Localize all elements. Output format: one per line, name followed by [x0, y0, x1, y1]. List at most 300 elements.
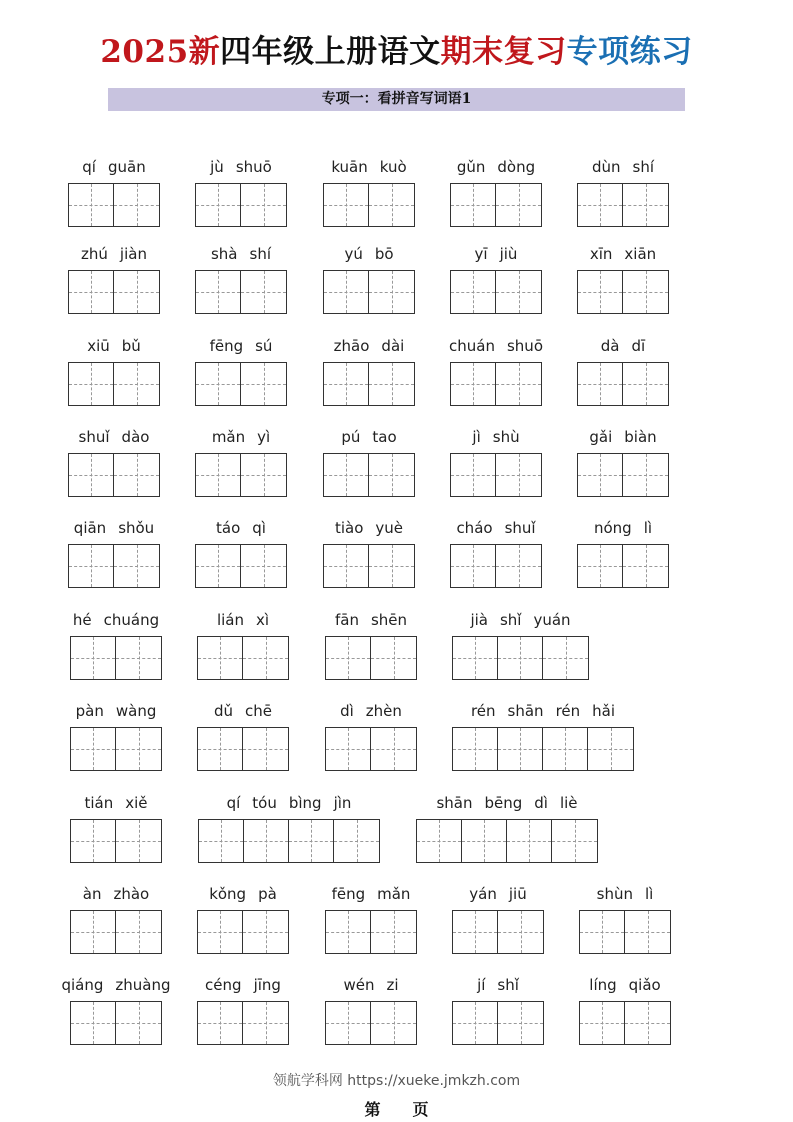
pinyin-syllable: jiàn — [119, 245, 147, 263]
pinyin-label — [68, 519, 160, 539]
character-cell[interactable] — [116, 728, 161, 770]
writing-grid[interactable] — [70, 727, 162, 771]
character-cell[interactable] — [369, 545, 414, 587]
writing-grid[interactable] — [325, 727, 417, 771]
pinyin-syllable: gǔn — [456, 158, 486, 176]
word-item — [68, 158, 160, 228]
character-cell[interactable] — [580, 911, 625, 953]
pinyin-syllable: guān — [107, 158, 146, 176]
pinyin-syllable: zhāo — [333, 337, 370, 355]
character-cell[interactable] — [324, 363, 369, 405]
word-item — [325, 885, 417, 955]
character-cell[interactable] — [69, 363, 114, 405]
pinyin-label — [197, 885, 289, 905]
pinyin-syllable: tiào — [334, 519, 364, 537]
character-cell[interactable] — [244, 820, 289, 862]
word-item — [450, 519, 542, 589]
writing-grid[interactable] — [450, 183, 542, 227]
writing-grid[interactable] — [197, 727, 289, 771]
character-cell[interactable] — [451, 545, 496, 587]
character-cell[interactable] — [580, 1002, 625, 1044]
word-item — [197, 885, 289, 955]
writing-grid[interactable] — [579, 1001, 671, 1045]
pinyin-syllable: xiū — [87, 337, 110, 355]
pinyin-syllable: nóng — [593, 519, 632, 537]
word-item — [68, 337, 160, 407]
character-cell[interactable] — [69, 454, 114, 496]
pinyin-syllable: shēn — [370, 611, 408, 629]
pinyin-syllable: jiū — [508, 885, 527, 903]
pinyin-label — [195, 158, 287, 178]
pinyin-syllable: fēng — [209, 337, 244, 355]
character-cell[interactable] — [243, 637, 288, 679]
word-item — [452, 976, 544, 1046]
word-item — [198, 794, 380, 864]
character-cell[interactable] — [462, 820, 507, 862]
pinyin-label — [450, 245, 542, 265]
character-cell[interactable] — [198, 637, 243, 679]
character-cell[interactable] — [69, 184, 114, 226]
character-cell[interactable] — [243, 728, 288, 770]
pinyin-syllable: shuǐ — [504, 519, 536, 537]
character-cell[interactable] — [498, 728, 543, 770]
character-cell[interactable] — [198, 911, 243, 953]
pinyin-syllable: shùn — [596, 885, 633, 903]
character-cell[interactable] — [623, 363, 668, 405]
pinyin-syllable: qí — [226, 794, 241, 812]
character-cell[interactable] — [371, 728, 416, 770]
pinyin-syllable: biàn — [624, 428, 657, 446]
writing-grid[interactable] — [577, 544, 669, 588]
writing-grid[interactable] — [450, 270, 542, 314]
character-cell[interactable] — [114, 545, 159, 587]
word-item — [68, 428, 160, 498]
writing-grid[interactable] — [70, 819, 162, 863]
character-cell[interactable] — [498, 637, 543, 679]
character-cell[interactable] — [326, 728, 371, 770]
pinyin-label — [416, 794, 598, 814]
writing-grid[interactable] — [68, 270, 160, 314]
writing-grid[interactable] — [195, 183, 287, 227]
pinyin-syllable: bēng — [484, 794, 523, 812]
word-item — [577, 245, 669, 315]
pinyin-syllable: dà — [600, 337, 620, 355]
character-cell[interactable] — [334, 820, 379, 862]
character-cell[interactable] — [116, 1002, 161, 1044]
title-part: 期末复习 — [440, 34, 567, 70]
character-cell[interactable] — [196, 184, 241, 226]
writing-grid[interactable] — [325, 910, 417, 954]
pinyin-syllable: yuán — [533, 611, 571, 629]
writing-grid[interactable] — [68, 544, 160, 588]
word-item — [68, 519, 160, 589]
pinyin-syllable: líng — [589, 976, 617, 994]
character-cell[interactable] — [198, 1002, 243, 1044]
pinyin-label — [323, 428, 415, 448]
pinyin-label — [61, 976, 171, 996]
character-cell[interactable] — [369, 363, 414, 405]
writing-grid[interactable] — [450, 453, 542, 497]
character-cell[interactable] — [241, 363, 286, 405]
character-cell[interactable] — [324, 454, 369, 496]
character-cell[interactable] — [625, 1002, 670, 1044]
character-cell[interactable] — [623, 271, 668, 313]
pinyin-syllable: shuō — [235, 158, 272, 176]
pinyin-label — [325, 702, 417, 722]
pinyin-label — [452, 885, 544, 905]
writing-grid[interactable] — [579, 910, 671, 954]
pinyin-syllable: lián — [216, 611, 244, 629]
writing-grid[interactable] — [197, 1001, 289, 1045]
pinyin-syllable: jí — [477, 976, 486, 994]
word-item — [325, 611, 417, 681]
pinyin-syllable: dī — [631, 337, 646, 355]
writing-grid[interactable] — [198, 819, 380, 863]
character-cell[interactable] — [116, 820, 161, 862]
pinyin-syllable: xì — [256, 611, 270, 629]
pinyin-syllable: shān — [436, 794, 473, 812]
writing-grid[interactable] — [197, 636, 289, 680]
pinyin-syllable: tián — [84, 794, 114, 812]
character-cell[interactable] — [116, 637, 161, 679]
writing-grid[interactable] — [195, 453, 287, 497]
character-cell[interactable] — [498, 911, 543, 953]
pinyin-label — [450, 337, 542, 357]
character-cell[interactable] — [324, 545, 369, 587]
character-cell[interactable] — [578, 363, 623, 405]
writing-grid[interactable] — [325, 636, 417, 680]
character-cell[interactable] — [71, 911, 116, 953]
character-cell[interactable] — [578, 184, 623, 226]
pinyin-label — [197, 702, 289, 722]
pinyin-label — [325, 611, 417, 631]
pinyin-syllable: bǔ — [121, 337, 141, 355]
pinyin-syllable: mǎn — [377, 885, 411, 903]
pinyin-label — [450, 158, 542, 178]
character-cell[interactable] — [369, 454, 414, 496]
word-item — [577, 428, 669, 498]
character-cell[interactable] — [116, 911, 161, 953]
character-cell[interactable] — [451, 184, 496, 226]
pinyin-syllable: àn — [82, 885, 102, 903]
pinyin-label — [323, 158, 415, 178]
writing-grid[interactable] — [577, 183, 669, 227]
writing-grid[interactable] — [195, 270, 287, 314]
pinyin-syllable: qiáng — [61, 976, 104, 994]
pinyin-syllable: tóu — [252, 794, 277, 812]
pinyin-label — [70, 885, 162, 905]
word-item — [70, 611, 162, 681]
pinyin-syllable: dùn — [591, 158, 621, 176]
pinyin-label — [450, 519, 542, 539]
pinyin-syllable: hǎi — [592, 702, 616, 720]
pinyin-syllable: cháo — [456, 519, 493, 537]
pinyin-label — [577, 245, 669, 265]
pinyin-syllable: chuáng — [103, 611, 160, 629]
character-cell[interactable] — [71, 1002, 116, 1044]
pinyin-syllable: zhú — [81, 245, 108, 263]
pinyin-label — [325, 885, 417, 905]
character-cell[interactable] — [369, 184, 414, 226]
character-cell[interactable] — [453, 728, 498, 770]
writing-grid[interactable] — [452, 910, 544, 954]
pinyin-syllable: shuǐ — [78, 428, 110, 446]
pinyin-syllable: chuán — [449, 337, 495, 355]
word-item — [577, 158, 669, 228]
word-item — [579, 885, 671, 955]
word-item — [323, 158, 415, 228]
character-cell[interactable] — [498, 1002, 543, 1044]
pinyin-syllable: sú — [255, 337, 273, 355]
writing-grid[interactable] — [416, 819, 598, 863]
character-cell[interactable] — [371, 1002, 416, 1044]
pinyin-syllable: dào — [121, 428, 150, 446]
writing-grid[interactable] — [577, 453, 669, 497]
writing-grid[interactable] — [68, 362, 160, 406]
character-cell[interactable] — [453, 911, 498, 953]
character-cell[interactable] — [625, 911, 670, 953]
pinyin-syllable: wàng — [115, 702, 157, 720]
word-item — [68, 245, 160, 315]
character-cell[interactable] — [623, 454, 668, 496]
pinyin-syllable: shù — [492, 428, 520, 446]
word-item — [323, 428, 415, 498]
pinyin-syllable: dì — [340, 702, 354, 720]
character-cell[interactable] — [324, 271, 369, 313]
pinyin-syllable: kuò — [379, 158, 407, 176]
character-cell[interactable] — [371, 911, 416, 953]
writing-grid[interactable] — [450, 362, 542, 406]
footer-site: 领航学科网 https://xueke.jmkzh.com — [272, 1073, 521, 1089]
pinyin-syllable: táo — [216, 519, 241, 537]
pinyin-syllable: mǎn — [211, 428, 246, 446]
pinyin-syllable: tao — [372, 428, 397, 446]
pinyin-syllable: jīng — [253, 976, 281, 994]
pinyin-label — [452, 976, 544, 996]
character-cell[interactable] — [543, 728, 588, 770]
pinyin-syllable: qiǎo — [628, 976, 661, 994]
character-cell[interactable] — [451, 363, 496, 405]
writing-grid[interactable] — [195, 362, 287, 406]
character-cell[interactable] — [241, 454, 286, 496]
pinyin-syllable: fēng — [331, 885, 366, 903]
character-cell[interactable] — [623, 184, 668, 226]
pinyin-label — [195, 245, 287, 265]
writing-grid[interactable] — [450, 544, 542, 588]
character-cell[interactable] — [241, 271, 286, 313]
character-cell[interactable] — [496, 184, 541, 226]
word-item — [450, 158, 542, 228]
writing-grid[interactable] — [195, 544, 287, 588]
character-cell[interactable] — [543, 637, 588, 679]
pinyin-syllable: céng — [205, 976, 242, 994]
writing-grid[interactable] — [452, 727, 634, 771]
pinyin-syllable: rén — [470, 702, 496, 720]
character-cell[interactable] — [371, 637, 416, 679]
word-item — [577, 337, 669, 407]
word-item — [195, 428, 287, 498]
pinyin-syllable: shǐ — [499, 611, 522, 629]
title-part: 专项练习 — [566, 34, 693, 70]
word-item — [325, 702, 417, 772]
word-item — [197, 611, 289, 681]
word-item — [197, 702, 289, 772]
character-cell[interactable] — [114, 363, 159, 405]
character-cell[interactable] — [451, 271, 496, 313]
character-cell[interactable] — [71, 637, 116, 679]
character-cell[interactable] — [114, 454, 159, 496]
writing-grid[interactable] — [70, 910, 162, 954]
character-cell[interactable] — [578, 271, 623, 313]
character-cell[interactable] — [241, 184, 286, 226]
pinyin-syllable: zhèn — [365, 702, 402, 720]
character-cell[interactable] — [196, 363, 241, 405]
writing-grid[interactable] — [197, 910, 289, 954]
pinyin-syllable: yú — [344, 245, 363, 263]
word-item — [323, 519, 415, 589]
pinyin-syllable: zhào — [113, 885, 150, 903]
character-cell[interactable] — [196, 545, 241, 587]
character-cell[interactable] — [198, 728, 243, 770]
writing-grid[interactable] — [323, 453, 415, 497]
writing-grid[interactable] — [323, 183, 415, 227]
writing-grid[interactable] — [452, 636, 589, 680]
pinyin-syllable: shà — [210, 245, 238, 263]
pinyin-syllable: lì — [643, 519, 653, 537]
pinyin-syllable: lì — [645, 885, 654, 903]
writing-grid[interactable] — [323, 362, 415, 406]
pinyin-label — [452, 611, 589, 631]
word-item — [452, 702, 634, 772]
character-cell[interactable] — [324, 184, 369, 226]
word-item — [61, 976, 171, 1046]
character-cell[interactable] — [326, 637, 371, 679]
writing-grid[interactable] — [577, 270, 669, 314]
writing-grid[interactable] — [325, 1001, 417, 1045]
character-cell[interactable] — [196, 454, 241, 496]
character-cell[interactable] — [114, 184, 159, 226]
pinyin-syllable: dòng — [497, 158, 536, 176]
character-cell[interactable] — [196, 271, 241, 313]
word-item — [70, 702, 162, 772]
title-part: 2025新 — [100, 34, 221, 70]
pinyin-syllable: zhuàng — [115, 976, 171, 994]
pinyin-label — [452, 702, 634, 722]
character-cell[interactable] — [326, 1002, 371, 1044]
word-item — [70, 885, 162, 955]
pinyin-label — [195, 428, 287, 448]
pinyin-label — [325, 976, 417, 996]
character-cell[interactable] — [453, 1002, 498, 1044]
word-item — [325, 976, 417, 1046]
writing-grid[interactable] — [70, 1001, 162, 1045]
pinyin-syllable: kǒng — [209, 885, 247, 903]
pinyin-label — [195, 519, 287, 539]
character-cell[interactable] — [451, 454, 496, 496]
pinyin-syllable: shí — [249, 245, 271, 263]
character-cell[interactable] — [241, 545, 286, 587]
pinyin-label — [577, 519, 669, 539]
pinyin-syllable: qiān — [73, 519, 107, 537]
pinyin-syllable: jiù — [499, 245, 518, 263]
pinyin-label — [197, 976, 289, 996]
word-item — [577, 519, 669, 589]
writing-grid[interactable] — [452, 1001, 544, 1045]
character-cell[interactable] — [71, 728, 116, 770]
character-cell[interactable] — [496, 363, 541, 405]
character-cell[interactable] — [578, 545, 623, 587]
character-cell[interactable] — [417, 820, 462, 862]
pinyin-syllable: gǎi — [589, 428, 613, 446]
character-cell[interactable] — [114, 271, 159, 313]
pinyin-syllable: dì — [534, 794, 548, 812]
character-cell[interactable] — [369, 271, 414, 313]
title-part: 四年级上册语文 — [220, 34, 441, 70]
character-cell[interactable] — [71, 820, 116, 862]
writing-grid[interactable] — [577, 362, 669, 406]
pinyin-label — [323, 337, 415, 357]
writing-grid[interactable] — [70, 636, 162, 680]
section-subtitle: 专项一：看拼音写词语1 — [321, 91, 472, 107]
character-cell[interactable] — [578, 454, 623, 496]
character-cell[interactable] — [588, 728, 633, 770]
pinyin-syllable: fān — [334, 611, 359, 629]
character-cell[interactable] — [69, 271, 114, 313]
pinyin-label — [68, 158, 160, 178]
word-item — [450, 245, 542, 315]
character-cell[interactable] — [496, 271, 541, 313]
pinyin-syllable: pú — [341, 428, 361, 446]
writing-grid[interactable] — [68, 183, 160, 227]
character-cell[interactable] — [199, 820, 244, 862]
pinyin-syllable: qì — [252, 519, 266, 537]
character-cell[interactable] — [623, 545, 668, 587]
writing-grid[interactable] — [323, 544, 415, 588]
pinyin-label — [68, 337, 160, 357]
pinyin-syllable: wén — [343, 976, 375, 994]
character-cell[interactable] — [552, 820, 597, 862]
pinyin-label — [323, 245, 415, 265]
character-cell[interactable] — [496, 454, 541, 496]
pinyin-label — [68, 245, 160, 265]
character-cell[interactable] — [453, 637, 498, 679]
pinyin-label — [198, 794, 380, 814]
pinyin-syllable: yán — [469, 885, 497, 903]
pinyin-syllable: yī — [474, 245, 488, 263]
character-cell[interactable] — [496, 545, 541, 587]
pinyin-syllable: shǒu — [118, 519, 155, 537]
character-cell[interactable] — [289, 820, 334, 862]
word-item — [416, 794, 598, 864]
word-item — [579, 976, 671, 1046]
pinyin-syllable: shuō — [506, 337, 543, 355]
character-cell[interactable] — [507, 820, 552, 862]
writing-grid[interactable] — [68, 453, 160, 497]
pinyin-label — [577, 428, 669, 448]
pinyin-label — [579, 885, 671, 905]
character-cell[interactable] — [243, 1002, 288, 1044]
pinyin-label — [70, 702, 162, 722]
pinyin-label — [70, 794, 162, 814]
pinyin-label — [323, 519, 415, 539]
word-item — [70, 794, 162, 864]
character-cell[interactable] — [326, 911, 371, 953]
pinyin-syllable: pàn — [75, 702, 104, 720]
character-cell[interactable] — [69, 545, 114, 587]
word-item — [450, 337, 542, 407]
character-cell[interactable] — [243, 911, 288, 953]
writing-grid[interactable] — [323, 270, 415, 314]
